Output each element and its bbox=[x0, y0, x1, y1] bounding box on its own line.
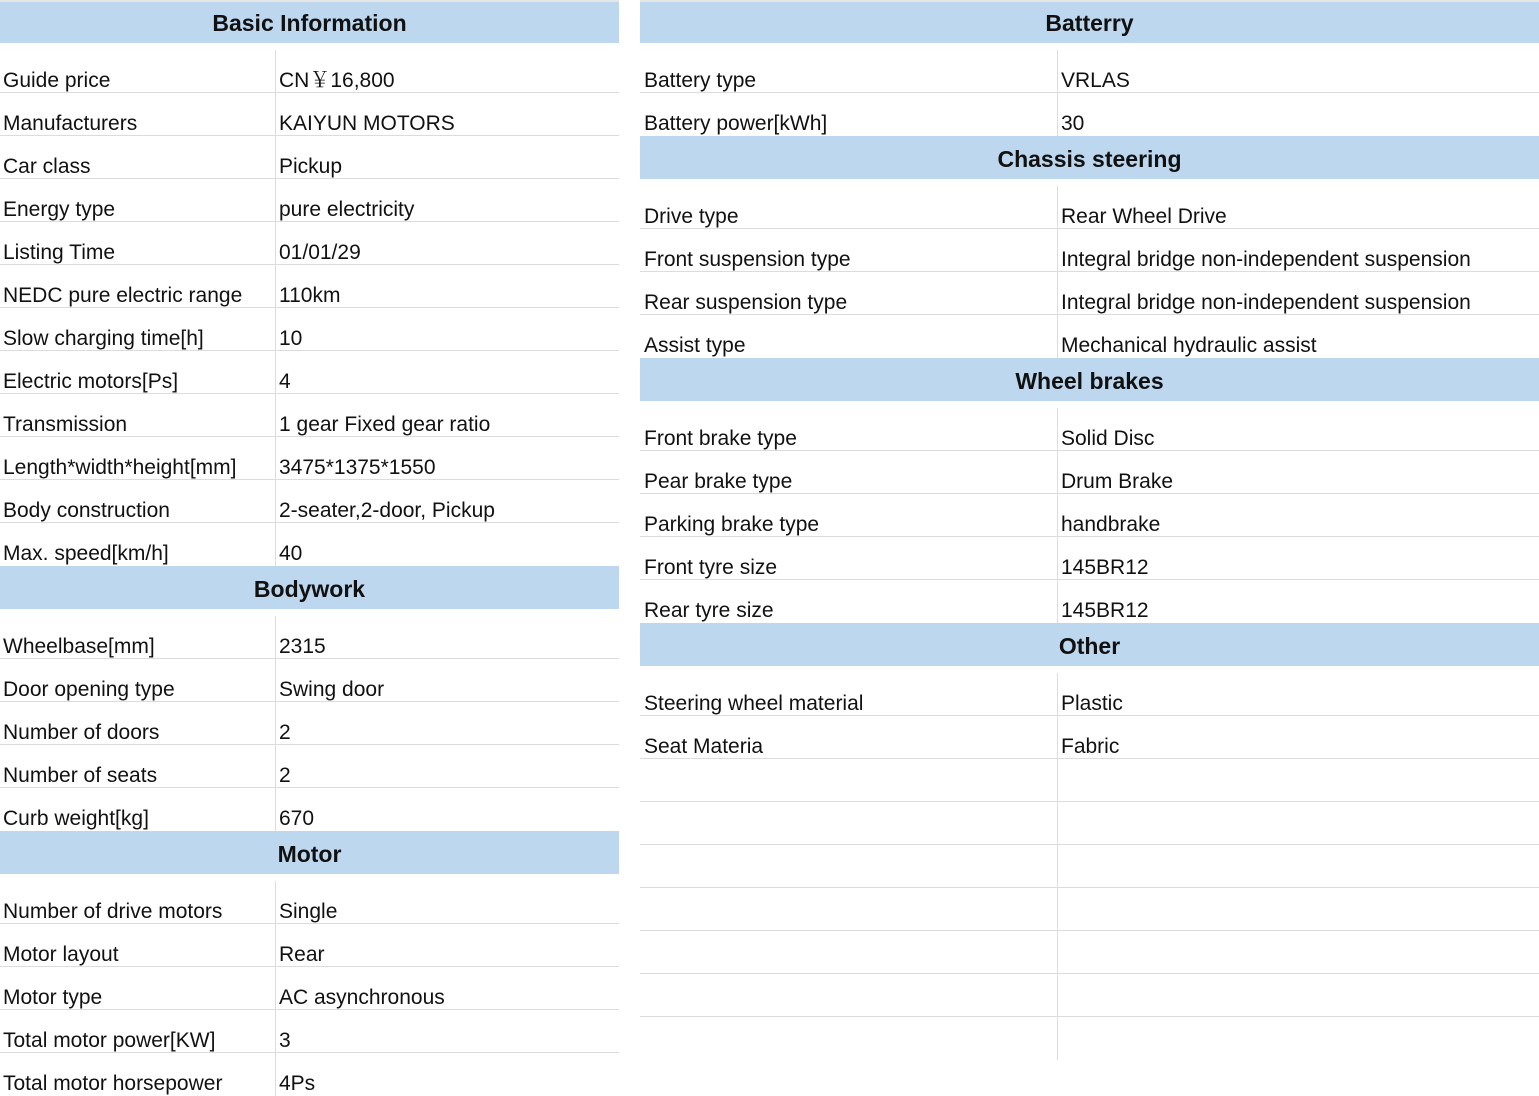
spec-value: CN￥16,800 bbox=[279, 69, 395, 92]
section-motor bbox=[0, 831, 619, 1096]
spec-label: Body construction bbox=[0, 480, 276, 522]
spec-value bbox=[1058, 845, 1539, 887]
spec-value: Single bbox=[279, 900, 338, 923]
table-row bbox=[0, 480, 619, 523]
section-header: Basic Information bbox=[0, 0, 619, 43]
spec-value bbox=[1058, 888, 1539, 930]
table-row bbox=[0, 616, 619, 659]
spec-label: Drive type bbox=[640, 186, 1058, 228]
spec-label: Slow charging time[h] bbox=[0, 308, 276, 350]
spec-value: VRLAS bbox=[1061, 69, 1130, 92]
spec-value: 670 bbox=[279, 807, 315, 830]
spec-label: Battery type bbox=[640, 50, 1058, 92]
spec-label: Assist type bbox=[640, 315, 1058, 358]
spec-value: KAIYUN MOTORS bbox=[279, 112, 455, 135]
table-row bbox=[0, 659, 619, 702]
table-row bbox=[0, 437, 619, 480]
section-other bbox=[640, 623, 1539, 1060]
spec-label: NEDC pure electric range bbox=[0, 265, 276, 307]
spec-label: Number of seats bbox=[0, 745, 276, 787]
spec-value: Integral bridge non-independent suspension bbox=[1061, 248, 1471, 271]
table-row bbox=[640, 845, 1539, 888]
table-row bbox=[0, 924, 619, 967]
spec-label: Curb weight[kg] bbox=[0, 788, 276, 831]
table-row bbox=[640, 931, 1539, 974]
spec-value: 30 bbox=[1061, 112, 1085, 135]
spec-label: Max. speed[km/h] bbox=[0, 523, 276, 566]
spec-label: Number of doors bbox=[0, 702, 276, 744]
table-row bbox=[640, 537, 1539, 580]
spec-value: Integral bridge non-independent suspension bbox=[1061, 291, 1471, 314]
table-row bbox=[640, 50, 1539, 93]
spec-value bbox=[1058, 931, 1539, 973]
table-row bbox=[0, 881, 619, 924]
table-row bbox=[0, 265, 619, 308]
spec-label: Motor layout bbox=[0, 924, 276, 966]
spec-label: Wheelbase[mm] bbox=[0, 616, 276, 658]
spec-value: 2 bbox=[279, 764, 291, 787]
table-row bbox=[0, 1010, 619, 1053]
spec-label: Length*width*height[mm] bbox=[0, 437, 276, 479]
spec-value: AC asynchronous bbox=[279, 986, 445, 1009]
spec-value: Mechanical hydraulic assist bbox=[1061, 334, 1317, 357]
specs-panel bbox=[640, 0, 1539, 1060]
table-row bbox=[0, 702, 619, 745]
spec-label: Number of drive motors bbox=[0, 881, 276, 923]
spec-value bbox=[1058, 1017, 1539, 1060]
spec-label: Transmission bbox=[0, 394, 276, 436]
spec-label: Rear tyre size bbox=[640, 580, 1058, 623]
spec-label: Electric motors[Ps] bbox=[0, 351, 276, 393]
spec-label: Total motor horsepower bbox=[0, 1053, 276, 1096]
spec-value: Fabric bbox=[1061, 735, 1120, 758]
spec-value: 2315 bbox=[279, 635, 326, 658]
table-row bbox=[0, 136, 619, 179]
table-row bbox=[640, 451, 1539, 494]
table-row bbox=[640, 229, 1539, 272]
table-row bbox=[640, 494, 1539, 537]
spec-label bbox=[640, 974, 1058, 1016]
spec-label: Motor type bbox=[0, 967, 276, 1009]
spec-value bbox=[1058, 974, 1539, 1016]
section-header: Bodywork bbox=[0, 566, 619, 609]
basic-info-panel bbox=[0, 0, 619, 1096]
spec-value: Solid Disc bbox=[1061, 427, 1155, 450]
table-row bbox=[640, 759, 1539, 802]
section-wheel-brakes bbox=[640, 358, 1539, 623]
table-row bbox=[640, 673, 1539, 716]
table-row bbox=[640, 186, 1539, 229]
section-chassis-steering bbox=[640, 136, 1539, 358]
spec-value: 10 bbox=[279, 327, 303, 350]
table-row bbox=[0, 93, 619, 136]
spec-value: Swing door bbox=[279, 678, 385, 701]
spec-label: Door opening type bbox=[0, 659, 276, 701]
table-row bbox=[640, 93, 1539, 136]
spec-value: 2-seater,2-door, Pickup bbox=[279, 499, 495, 522]
spec-value: pure electricity bbox=[279, 198, 415, 221]
spec-label bbox=[640, 802, 1058, 844]
section-header: Wheel brakes bbox=[640, 358, 1539, 401]
spec-value: 4 bbox=[279, 370, 291, 393]
spec-value: 4Ps bbox=[279, 1072, 316, 1095]
spec-value: Rear bbox=[279, 943, 325, 966]
table-row bbox=[640, 315, 1539, 358]
table-row bbox=[0, 308, 619, 351]
table-row bbox=[0, 222, 619, 265]
spec-value: handbrake bbox=[1061, 513, 1161, 536]
spec-value: 40 bbox=[279, 542, 303, 565]
spec-label: Battery power[kWh] bbox=[640, 93, 1058, 136]
section-header: Chassis steering bbox=[640, 136, 1539, 179]
section-header: Other bbox=[640, 623, 1539, 666]
spec-value: 1 gear Fixed gear ratio bbox=[279, 413, 491, 436]
spec-label: Manufacturers bbox=[0, 93, 276, 135]
table-row bbox=[0, 394, 619, 437]
spec-label: Front tyre size bbox=[640, 537, 1058, 579]
table-row bbox=[640, 408, 1539, 451]
spec-label: Guide price bbox=[0, 50, 276, 92]
spec-value: 145BR12 bbox=[1061, 556, 1149, 579]
spec-label: Rear suspension type bbox=[640, 272, 1058, 314]
spec-value bbox=[1058, 802, 1539, 844]
table-row bbox=[640, 716, 1539, 759]
spec-value: 2 bbox=[279, 721, 291, 744]
section-header: Batterry bbox=[640, 0, 1539, 43]
table-row bbox=[0, 351, 619, 394]
spec-label: Listing Time bbox=[0, 222, 276, 264]
table-row bbox=[640, 1017, 1539, 1060]
table-row bbox=[0, 179, 619, 222]
spec-value: Drum Brake bbox=[1061, 470, 1174, 493]
table-row bbox=[0, 967, 619, 1010]
spec-value: 3475*1375*1550 bbox=[279, 456, 436, 479]
table-row bbox=[640, 802, 1539, 845]
table-row bbox=[0, 788, 619, 831]
table-row bbox=[0, 50, 619, 93]
spec-value: 01/01/29 bbox=[279, 241, 361, 264]
spec-value bbox=[1058, 759, 1539, 801]
section-bodywork bbox=[0, 566, 619, 831]
spec-label: Total motor power[KW] bbox=[0, 1010, 276, 1052]
section-basic-information bbox=[0, 0, 619, 566]
spec-label: Car class bbox=[0, 136, 276, 178]
table-row bbox=[0, 745, 619, 788]
spec-label: Pear brake type bbox=[640, 451, 1058, 493]
section-header: Motor bbox=[0, 831, 619, 874]
spec-label bbox=[640, 845, 1058, 887]
spec-label bbox=[640, 1017, 1058, 1060]
spec-label: Energy type bbox=[0, 179, 276, 221]
table-row bbox=[0, 523, 619, 566]
table-row bbox=[0, 1053, 619, 1096]
table-row bbox=[640, 580, 1539, 623]
table-row bbox=[640, 974, 1539, 1017]
spec-value: Rear Wheel Drive bbox=[1061, 205, 1227, 228]
spec-label: Steering wheel material bbox=[640, 673, 1058, 715]
spec-value: Plastic bbox=[1061, 692, 1123, 715]
spec-value: 3 bbox=[279, 1029, 291, 1052]
spec-value: Pickup bbox=[279, 155, 343, 178]
section-batterry bbox=[640, 0, 1539, 136]
spec-label: Parking brake type bbox=[640, 494, 1058, 536]
spec-label: Seat Materia bbox=[640, 716, 1058, 758]
spec-label bbox=[640, 931, 1058, 973]
spec-value: 110km bbox=[279, 284, 341, 307]
spec-label: Front brake type bbox=[640, 408, 1058, 450]
spec-label bbox=[640, 888, 1058, 930]
spec-label: Front suspension type bbox=[640, 229, 1058, 271]
table-row bbox=[640, 272, 1539, 315]
spec-label bbox=[640, 759, 1058, 801]
spec-value: 145BR12 bbox=[1061, 599, 1149, 622]
table-row bbox=[640, 888, 1539, 931]
